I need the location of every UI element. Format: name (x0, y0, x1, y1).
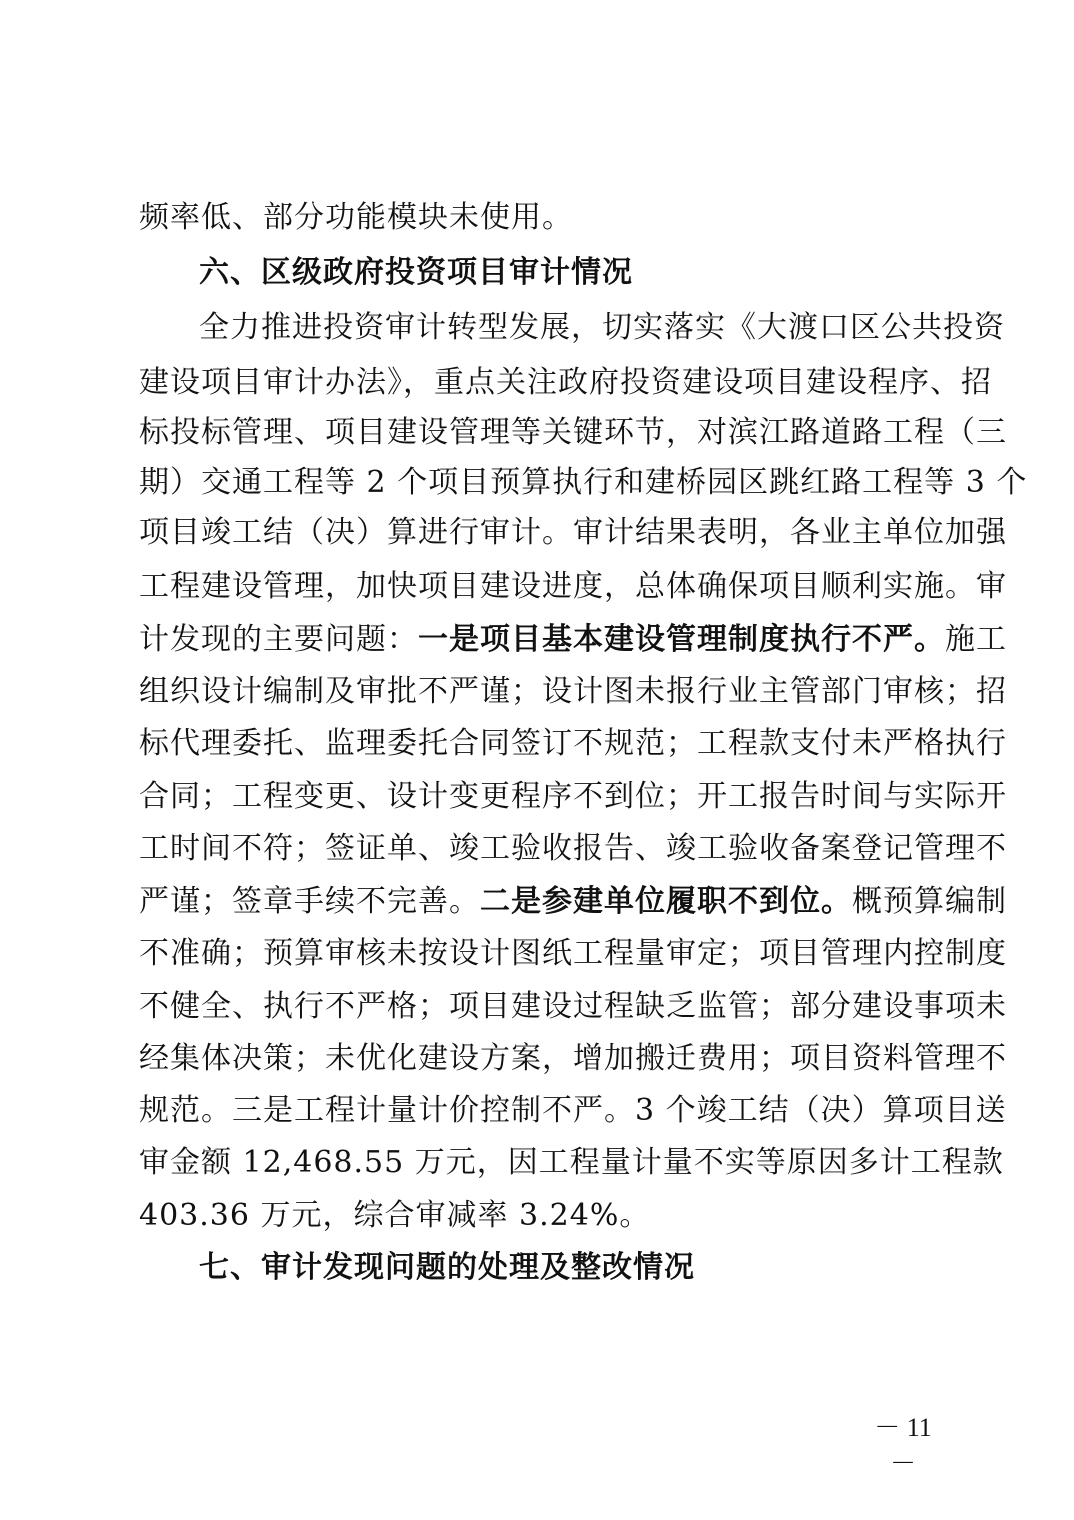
paragraph-tail-line: 频率低、部分功能模块未使用。 (139, 200, 573, 235)
section-6-line-12 (139, 880, 1007, 924)
section-6-line-6: 工程建设管理，加快项目建设进度，总体确保项目顺利实施。审 (139, 569, 1007, 604)
issue-1-intro: 计发现的主要问题： (139, 622, 418, 657)
section-7-heading: 七、审计发现问题的处理及整改情况 (199, 1250, 695, 1285)
issue-1-continuation: 施工 (945, 622, 1007, 657)
issue-2-title: 二是参建单位履职不到位。 (480, 884, 852, 919)
section-6-line-8: 组织设计编制及审批不严谨；设计图未报行业主管部门审核；招 (139, 674, 1007, 709)
section-6-line-11: 工时间不符；签证单、竣工验收报告、竣工验收备案登记管理不 (139, 831, 1007, 866)
page-number: － 11 － (874, 1413, 932, 1478)
section-6-line-15: 经集体决策；未优化建设方案，增加搬迁费用；项目资料管理不 (139, 1041, 1007, 1076)
section-6-line-7 (139, 618, 1007, 662)
section-6-line-4: 期）交通工程等 2 个项目预算执行和建桥园区跳红路工程等 3 个 (139, 465, 1028, 500)
issue-2-intro: 严谨；签章手续不完善。 (139, 884, 480, 919)
section-6-line-14: 不健全、执行不严格；项目建设过程缺乏监管；部分建设事项未 (139, 989, 1007, 1024)
section-6-line-10: 合同；工程变更、设计变更程序不到位；开工报告时间与实际开 (139, 779, 1007, 814)
section-6-heading: 六、区级政府投资项目审计情况 (199, 255, 633, 290)
section-6-line-1: 全力推进投资审计转型发展，切实落实《大渡口区公共投资 (199, 310, 1005, 345)
section-6-line-5: 项目竣工结（决）算进行审计。审计结果表明，各业主单位加强 (139, 515, 1007, 550)
section-6-line-17: 审金额 12,468.55 万元，因工程量计量不实等原因多计工程款 (139, 1145, 1004, 1180)
section-6-line-13: 不准确；预算审核未按设计图纸工程量审定；项目管理内控制度 (139, 936, 1007, 971)
section-6-last-line: 403.36 万元，综合审减率 3.24%。 (139, 1198, 651, 1233)
issue-2-continuation: 概预算编制 (852, 884, 1007, 919)
section-6-line-3: 标投标管理、项目建设管理等关键环节，对滨江路道路工程（三 (139, 415, 1007, 450)
section-6-line-9: 标代理委托、监理委托合同签订不规范；工程款支付未严格执行 (139, 726, 1007, 761)
issue-1-title: 一是项目基本建设管理制度执行不严。 (418, 622, 945, 657)
section-6-line-2: 建设项目审计办法》，重点关注政府投资建设项目建设程序、招 (139, 365, 992, 400)
section-6-line-16: 规范。三是工程计量计价控制不严。3 个竣工结（决）算项目送 (139, 1093, 1007, 1128)
